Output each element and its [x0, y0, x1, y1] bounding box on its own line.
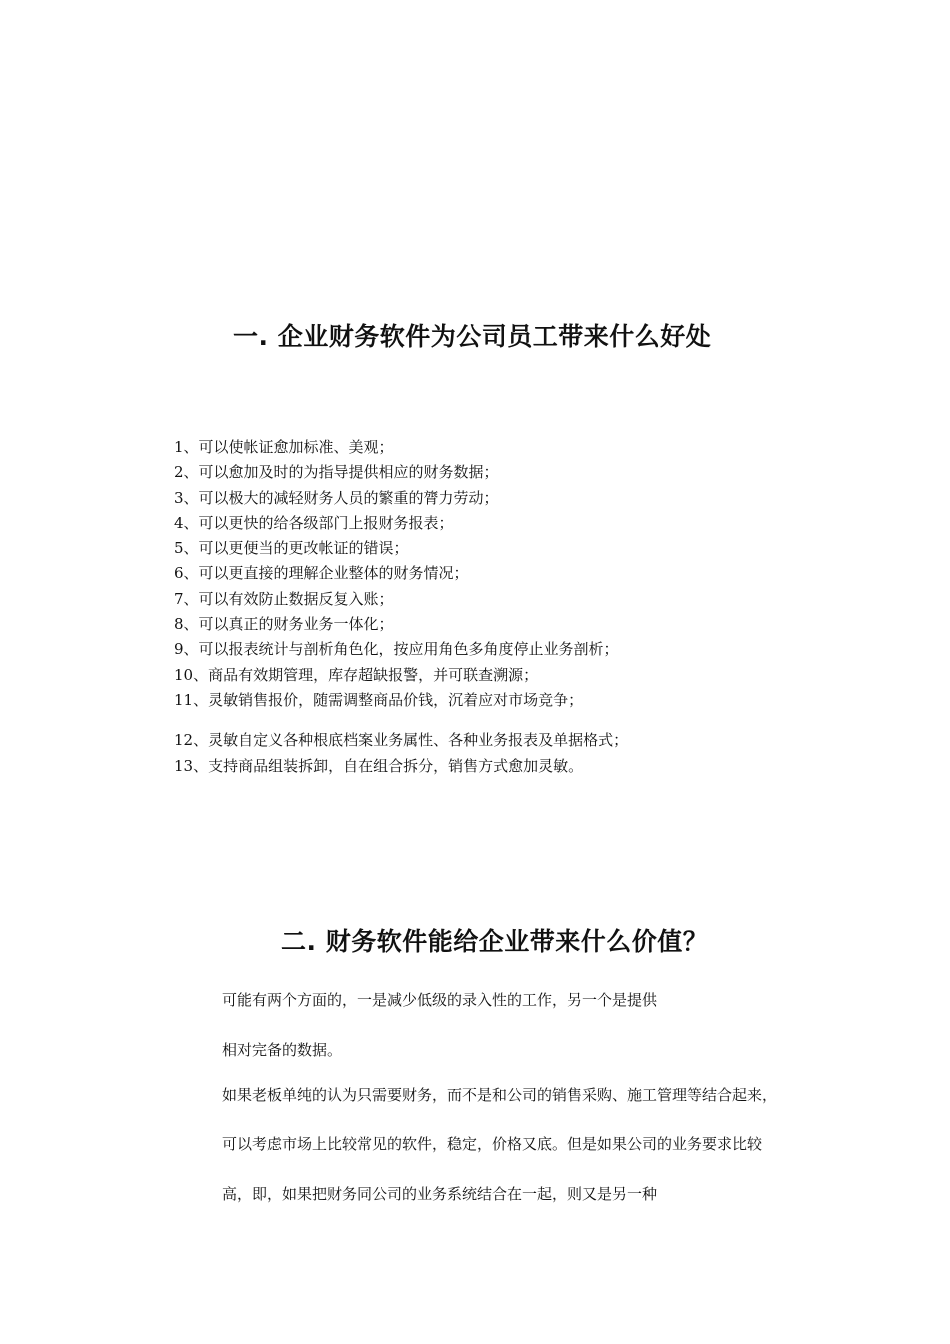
section-1-heading: 一. 企业财务软件为公司员工带来什么好处: [233, 322, 712, 351]
paragraph-3: 可以考虑市场上比较常见的软件，稳定，价格又底。但是如果公司的业务要求比较: [222, 1135, 763, 1153]
list-item: 3、可以极大的减轻财务人员的繁重的膂力劳动；: [174, 488, 499, 507]
list-item: 8、可以真正的财务业务一体化；: [174, 615, 394, 634]
section-2-heading: 二. 财务软件能给企业带来什么价值？: [281, 927, 709, 956]
list-item: 5、可以更便当的更改帐证的错误；: [174, 539, 409, 558]
list-item: 11、灵敏销售报价，随需调整商品价钱，沉着应对市场竞争；: [174, 690, 584, 709]
list-item: 10、商品有效期管理，库存超缺报警，并可联查溯源；: [174, 665, 539, 684]
benefits-list: [174, 435, 628, 779]
paragraph-4: 高，即，如果把财务同公司的业务系统结合在一起，则又是另一种: [222, 1185, 658, 1203]
list-item: 13、支持商品组装拆卸，自在组合拆分，销售方式愈加灵敏。: [174, 756, 584, 775]
paragraph-1-line-2: 相对完备的数据。: [222, 1041, 343, 1059]
list-item: 6、可以更直接的理解企业整体的财务情况；: [174, 564, 469, 583]
list-item: 12、灵敏自定义各种根底档案业务属性、各种业务报表及单据格式；: [174, 731, 629, 750]
paragraph-1-line-1: 可能有两个方面的，一是减少低级的录入性的工作，另一个是提供: [222, 991, 658, 1009]
list-item: 7、可以有效防止数据反复入账；: [174, 589, 394, 608]
list-item: 4、可以更快的给各级部门上报财务报表；: [174, 513, 454, 532]
list-item: 9、可以报表统计与剖析角色化，按应用角色多角度停止业务剖析；: [174, 640, 619, 659]
list-item: 2、可以愈加及时的为指导提供相应的财务数据；: [174, 463, 499, 482]
list-item: 1、可以使帐证愈加标准、美观；: [174, 438, 394, 456]
paragraph-2: 如果老板单纯的认为只需要财务，而不是和公司的销售采购、施工管理等结合起来，: [222, 1086, 778, 1104]
